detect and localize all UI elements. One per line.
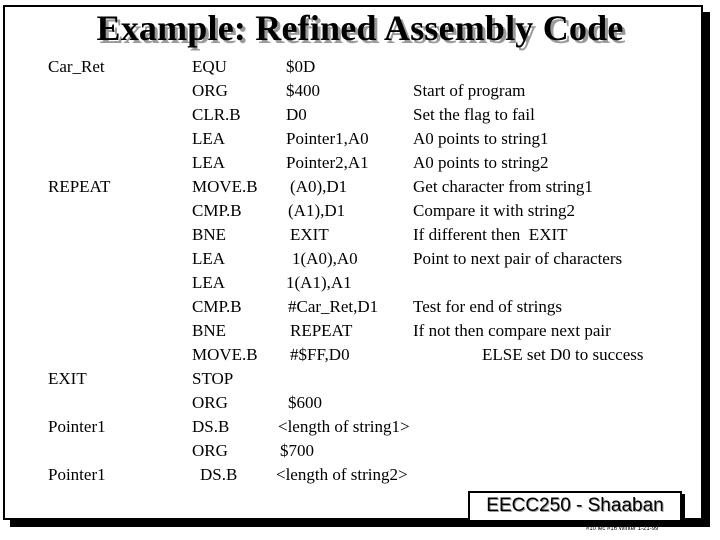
code-line [0,127,720,151]
code-operand: <length of string1> [278,417,410,436]
code-label: Car_Ret [48,57,105,76]
code-line [0,343,720,367]
code-operand: D0 [286,105,307,124]
code-operand: #Car_Ret,D1 [288,297,379,316]
course-badge: EECC250 - Shaaban [468,491,682,522]
code-opcode: BNE [192,321,226,340]
code-comment: Compare it with string2 [413,201,575,220]
code-operand: 1(A0),A0 [292,249,358,268]
code-operand: REPEAT [290,321,353,340]
code-operand: (A0),D1 [290,177,348,196]
code-line [0,199,720,223]
code-opcode: DS.B [200,465,238,484]
code-line [0,271,720,295]
code-opcode: CLR.B [192,105,241,124]
code-opcode: ORG [192,441,228,460]
code-line [0,223,720,247]
code-operand: <length of string2> [276,465,408,484]
code-comment: Get character from string1 [413,177,593,196]
code-opcode: EQU [192,57,227,76]
code-line [0,391,720,415]
code-operand: $600 [288,393,322,412]
slide-title: Example: Refined Assembly Code [96,8,624,48]
code-opcode: BNE [192,225,226,244]
code-label: REPEAT [48,177,111,196]
code-comment: Start of program [413,81,526,100]
code-comment: ELSE set D0 to success [482,345,644,364]
code-label: Pointer1 [48,417,106,436]
code-opcode: MOVE.B [192,177,258,196]
code-label: Pointer1 [48,465,106,484]
code-opcode: STOP [192,369,234,388]
code-operand: (A1),D1 [288,201,346,220]
code-opcode: CMP.B [192,201,242,220]
code-operand: 1(A1),A1 [286,273,352,292]
code-line [0,79,720,103]
code-opcode: LEA [192,153,226,172]
code-line [0,151,720,175]
code-line [0,463,720,487]
code-operand: $700 [280,441,314,460]
code-comment: A0 points to string2 [413,153,549,172]
code-line [0,103,720,127]
code-opcode: ORG [192,393,228,412]
code-comment: A0 points to string1 [413,129,549,148]
code-opcode: LEA [192,273,226,292]
code-opcode: MOVE.B [192,345,258,364]
code-operand: #$FF,D0 [290,345,350,364]
code-comment: Point to next pair of characters [413,249,623,268]
code-line [0,439,720,463]
code-opcode: LEA [192,249,226,268]
code-comment: If not then compare next pair [413,321,611,340]
code-opcode: CMP.B [192,297,242,316]
code-comment: Test for end of strings [413,297,562,316]
footnote: #10 lec #16 Winter 1-21-99 [586,526,659,532]
code-opcode: ORG [192,81,228,100]
code-operand: Pointer2,A1 [286,153,369,172]
code-line [0,415,720,439]
code-line [0,319,720,343]
code-operand: EXIT [290,225,329,244]
code-line [0,175,720,199]
code-comment: Set the flag to fail [413,105,535,124]
code-operand: $0D [286,57,316,76]
code-operand: $400 [286,81,320,100]
code-operand: Pointer1,A0 [286,129,369,148]
code-opcode: DS.B [192,417,230,436]
code-line [0,247,720,271]
code-label: EXIT [48,369,87,388]
code-line [0,367,720,391]
code-line [0,55,720,79]
code-opcode: LEA [192,129,226,148]
code-comment: If different then EXIT [413,225,568,244]
code-line [0,295,720,319]
